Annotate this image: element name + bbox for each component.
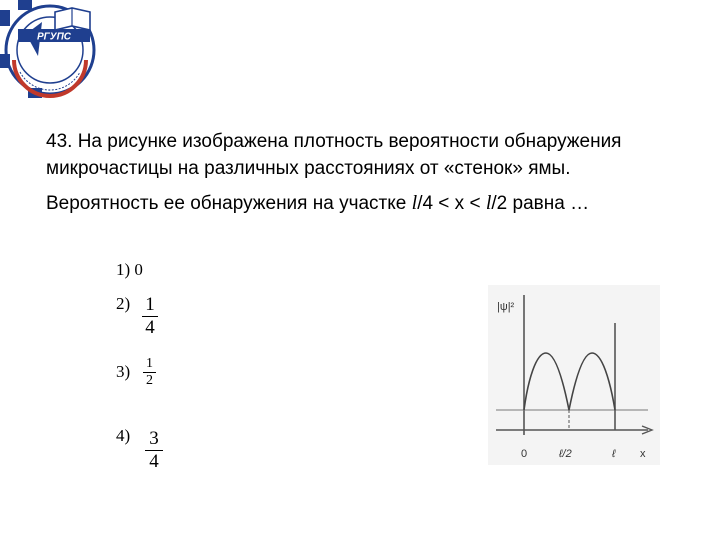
question-statement: 43. На рисунке изображена плотность вероятности обнаружения микрочастицы на различных расстояниях от «стенок» ямы. (46, 131, 622, 179)
logo-text: РГУПС (37, 31, 71, 43)
fraction-denominator: 2 (146, 373, 153, 388)
answer-option-3[interactable]: 3) (116, 362, 131, 381)
fraction-three-quarters (145, 428, 163, 473)
answer-option-4[interactable]: 4) (116, 426, 131, 445)
answer-option-1[interactable]: 1) 0 (116, 260, 143, 279)
fraction-one-quarter (142, 294, 158, 339)
question-prompt (46, 190, 686, 217)
probability-density-graph (488, 285, 660, 465)
y-axis-label: |ψ|² (497, 301, 515, 313)
x-tick-label: ℓ (612, 448, 616, 460)
fraction-numerator: 3 (149, 428, 159, 449)
question-text (46, 128, 686, 217)
ell-symbol: l (411, 192, 418, 214)
x-tick-label: 0 (521, 448, 528, 460)
prompt-text-mid: /4 < x < (417, 193, 486, 214)
answer-option-2[interactable]: 2) (116, 294, 131, 313)
fraction-one-half (143, 356, 156, 389)
university-logo (0, 0, 105, 100)
fraction-denominator: 4 (145, 317, 155, 338)
x-axis-label: x (640, 448, 646, 460)
prompt-text-end: /2 равна … (491, 193, 590, 214)
prompt-text-start: Вероятность ее обнаружения на участке (46, 193, 412, 214)
ell-symbol: l (485, 192, 492, 214)
fraction-denominator: 4 (149, 451, 159, 472)
open-book-icon (55, 8, 90, 30)
fraction-numerator: 1 (145, 294, 155, 315)
fraction-numerator: 1 (146, 356, 153, 371)
x-tick-label: ℓ/2 (559, 448, 572, 460)
